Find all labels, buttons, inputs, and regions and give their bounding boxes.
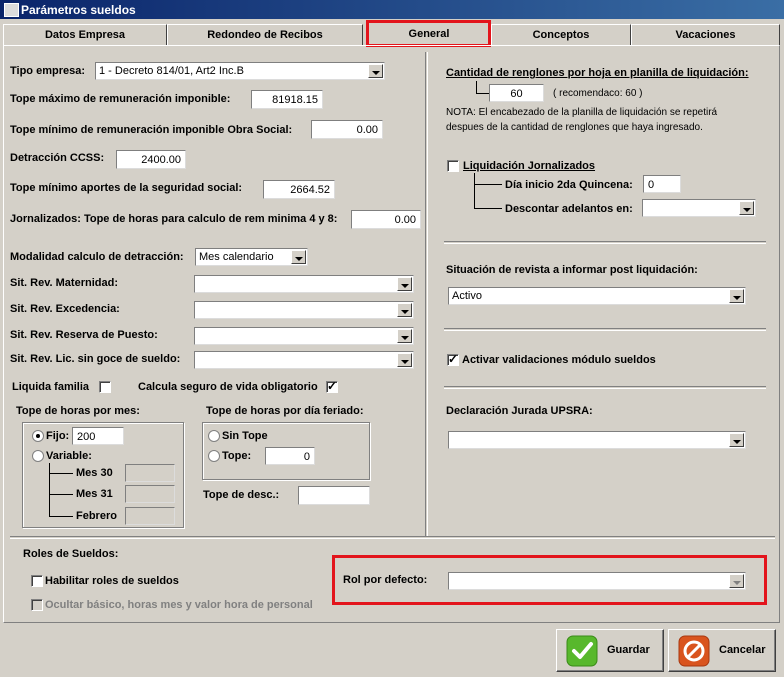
window-title-bar: [0, 0, 784, 19]
liq-jornalizados-label: Liquidación Jornalizados: [463, 160, 596, 172]
tab-label: Vacaciones: [675, 29, 736, 41]
seguro-vida-checkbox[interactable]: [326, 381, 338, 393]
sin-tope-label: Sin Tope: [222, 430, 268, 442]
tab-label: General: [408, 28, 450, 40]
tope-mes-title: Tope de horas por mes:: [16, 405, 140, 417]
modalidad-value: Mes calendario: [199, 251, 274, 263]
cancelar-label: Cancelar: [719, 644, 766, 656]
rol-defecto-select[interactable]: [448, 572, 746, 590]
tab-label: Datos Empresa: [44, 29, 126, 41]
renglones-note-1: NOTA: El encabezado de la planilla de liquidación se repetirá: [446, 107, 718, 118]
dia-inicio-input[interactable]: 0: [643, 175, 681, 193]
tree-line: [49, 463, 50, 516]
chevron-down-icon[interactable]: [397, 303, 412, 317]
chevron-down-icon[interactable]: [729, 433, 744, 447]
tope-desc-label: Tope de desc.:: [203, 489, 280, 501]
activar-validaciones-checkbox[interactable]: [447, 354, 459, 366]
febrero-label: Febrero: [76, 510, 117, 522]
descontar-select[interactable]: [642, 199, 756, 217]
tope-feriado-input[interactable]: 0: [265, 447, 315, 465]
sit-reserva-select[interactable]: [194, 327, 414, 345]
liquida-familia-checkbox[interactable]: [99, 381, 111, 393]
tope-radio[interactable]: [208, 450, 220, 462]
tree-line: [49, 516, 73, 517]
declaracion-label: Declaración Jurada UPSRA:: [446, 405, 593, 417]
modalidad-select[interactable]: [195, 248, 308, 266]
guardar-button[interactable]: [556, 629, 664, 672]
tope-min-aportes-input[interactable]: 2664.52: [263, 180, 335, 199]
habilitar-roles-checkbox[interactable]: [31, 575, 43, 587]
fijo-label: Fijo:: [46, 430, 70, 442]
ocultar-basico-label: Ocultar básico, horas mes y valor hora de personal: [45, 599, 313, 611]
tree-line: [476, 81, 477, 93]
tope-min-os-input[interactable]: 0.00: [311, 120, 383, 139]
mes30-input[interactable]: [125, 464, 175, 482]
tree-line: [474, 173, 475, 209]
chevron-down-icon[interactable]: [729, 289, 744, 303]
tree-line: [476, 93, 490, 94]
checkmark-icon: [566, 635, 598, 667]
situacion-value: Activo: [452, 290, 482, 302]
liquida-familia-label: Liquida familia: [12, 381, 90, 393]
chevron-down-icon[interactable]: [729, 574, 744, 588]
tree-line: [474, 184, 502, 185]
tope-feriado-label: Tope:: [222, 450, 252, 462]
declaracion-select[interactable]: [448, 431, 746, 449]
febrero-input[interactable]: [125, 507, 175, 525]
renglones-input[interactable]: 60: [489, 84, 544, 102]
tab-vacaciones[interactable]: [631, 24, 780, 45]
tipo-empresa-label: Tipo empresa:: [10, 65, 85, 77]
renglones-hint: ( recomendaco: 60 ): [553, 88, 643, 99]
tab-general-highlight: [366, 20, 491, 47]
tope-max-input[interactable]: 81918.15: [251, 90, 323, 109]
cancel-icon: [678, 635, 710, 667]
tope-min-os-label: Tope mínimo de remuneración imponible Obra Social:: [10, 124, 293, 136]
guardar-label: Guardar: [607, 644, 650, 656]
sit-maternidad-label: Sit. Rev. Maternidad:: [10, 277, 118, 289]
tree-line: [49, 473, 73, 474]
mes31-label: Mes 31: [76, 488, 113, 500]
app-icon: [4, 3, 19, 17]
roles-title: Roles de Sueldos:: [23, 548, 119, 560]
tab-datos-empresa[interactable]: [3, 24, 167, 45]
roles-divider: [10, 536, 775, 539]
rol-defecto-label: Rol por defecto:: [343, 574, 428, 586]
mes31-input[interactable]: [125, 485, 175, 503]
divider: [444, 241, 766, 244]
mes30-label: Mes 30: [76, 467, 113, 479]
chevron-down-icon[interactable]: [368, 64, 383, 78]
chevron-down-icon[interactable]: [291, 250, 306, 264]
window-title: Parámetros sueldos: [21, 3, 136, 17]
variable-radio[interactable]: [32, 450, 44, 462]
cancelar-button[interactable]: [668, 629, 776, 672]
detraccion-input[interactable]: 2400.00: [116, 150, 186, 169]
tab-label: Conceptos: [532, 29, 590, 41]
sit-maternidad-select[interactable]: [194, 275, 414, 293]
renglones-label: Cantidad de renglones por hoja en planilla de liquidación:: [446, 67, 749, 79]
tab-label: Redondeo de Recibos: [207, 29, 323, 41]
tope-feriado-title: Tope de horas por día feriado:: [206, 405, 364, 417]
situacion-label: Situación de revista a informar post liquidación:: [446, 264, 698, 276]
chevron-down-icon[interactable]: [397, 353, 412, 367]
descontar-label: Descontar adelantos en:: [505, 203, 633, 215]
fijo-input[interactable]: 200: [72, 427, 124, 445]
sit-reserva-label: Sit. Rev. Reserva de Puesto:: [10, 329, 158, 341]
tab-redondeo-recibos[interactable]: [167, 24, 363, 45]
sit-lic-select[interactable]: [194, 351, 414, 369]
sit-excedencia-label: Sit. Rev. Excedencia:: [10, 303, 120, 315]
variable-label: Variable:: [46, 450, 92, 462]
tope-max-label: Tope máximo de remuneración imponible:: [10, 93, 231, 105]
dia-inicio-label: Día inicio 2da Quincena:: [505, 179, 633, 191]
chevron-down-icon[interactable]: [739, 201, 754, 215]
fijo-radio[interactable]: [32, 430, 44, 442]
chevron-down-icon[interactable]: [397, 329, 412, 343]
habilitar-roles-label: Habilitar roles de sueldos: [45, 575, 179, 587]
tipo-empresa-select[interactable]: [95, 62, 385, 80]
jornalizados-label: Jornalizados: Tope de horas para calculo de rem minima 4 y 8:: [10, 213, 338, 225]
modalidad-label: Modalidad calculo de detracción:: [10, 251, 184, 263]
detraccion-label: Detracción CCSS:: [10, 152, 105, 164]
sin-tope-radio[interactable]: [208, 430, 220, 442]
renglones-note-2: despues de la cantidad de renglones que haya ingresado.: [446, 122, 703, 133]
situacion-select[interactable]: [448, 287, 746, 305]
ocultar-basico-checkbox[interactable]: [31, 599, 43, 611]
tree-line: [49, 494, 73, 495]
sit-excedencia-select[interactable]: [194, 301, 414, 319]
seguro-vida-label: Calcula seguro de vida obligatorio: [138, 381, 318, 393]
liq-jornalizados-checkbox[interactable]: [447, 160, 459, 172]
jornalizados-input[interactable]: 0.00: [351, 210, 421, 229]
column-divider: [425, 52, 428, 536]
tab-conceptos[interactable]: [491, 24, 631, 45]
tree-line: [474, 208, 502, 209]
divider: [444, 386, 766, 389]
sit-lic-label: Sit. Rev. Lic. sin goce de sueldo:: [10, 353, 181, 365]
tope-min-aportes-label: Tope mínimo aportes de la seguridad social:: [10, 182, 243, 194]
tipo-empresa-value: 1 - Decreto 814/01, Art2 Inc.B: [99, 65, 244, 77]
tope-desc-input[interactable]: [298, 486, 370, 505]
activar-validaciones-label: Activar validaciones módulo sueldos: [462, 354, 656, 366]
divider: [444, 328, 766, 331]
chevron-down-icon[interactable]: [397, 277, 412, 291]
